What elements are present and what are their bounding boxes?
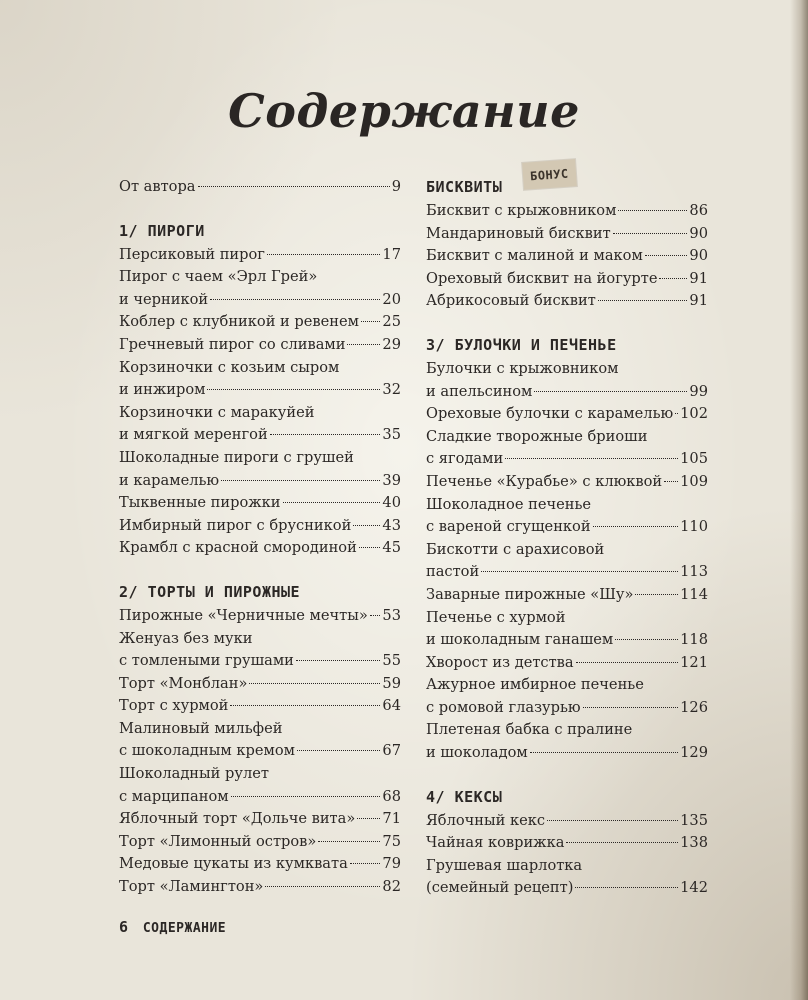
- toc-entry-line: [119, 515, 401, 538]
- toc-entry-title: с ягодами: [426, 450, 504, 468]
- toc-entry-page: 71: [382, 810, 401, 828]
- toc-entry[interactable]: [119, 695, 401, 718]
- toc-entry-line: [426, 561, 708, 584]
- toc-entry-title: и шоколадным ганашем: [426, 631, 614, 649]
- dot-leader: [618, 210, 687, 211]
- section-heading: 1/ ПИРОГИ: [119, 221, 205, 240]
- toc-entry-title: Пирог с чаем «Эрл Грей»: [119, 268, 318, 286]
- toc-entry[interactable]: [426, 426, 708, 471]
- toc-entry[interactable]: [119, 831, 401, 854]
- toc-entry-page: 39: [382, 471, 401, 489]
- toc-entry-line: [119, 808, 401, 831]
- dot-leader: [357, 818, 380, 819]
- toc-entry-title: Булочки с крыжовником: [426, 359, 619, 377]
- toc-entry-line: [119, 740, 401, 763]
- toc-entry-page: 109: [680, 472, 708, 490]
- toc-entry[interactable]: [426, 810, 708, 833]
- dot-leader: [583, 707, 679, 708]
- toc-entry-title: Заварные пирожные «Шу»: [426, 585, 634, 603]
- section-gap: [119, 199, 401, 220]
- toc-entry[interactable]: [119, 334, 401, 357]
- toc-entry-line: [119, 402, 401, 425]
- toc-entry-page: 126: [680, 698, 708, 716]
- toc-entry-title: Торт «Монблан»: [119, 674, 248, 692]
- toc-entry-page: 17: [382, 245, 401, 263]
- toc-entry-page: 68: [382, 787, 401, 805]
- toc-entry-line: [119, 537, 401, 560]
- dot-leader: [615, 639, 678, 640]
- toc-entry-title: Торт «Лимонный остров»: [119, 832, 317, 850]
- dot-leader: [353, 525, 380, 526]
- toc-entry-title: Плетеная бабка с пралине: [426, 721, 633, 739]
- toc-entry-title: Корзиночки с козьим сыром: [119, 358, 340, 376]
- toc-entry-title: и шоколадом: [426, 744, 528, 762]
- toc-entry-title: и черникой: [119, 290, 209, 308]
- toc-entry-title: Печенье «Курабье» с клюквой: [426, 472, 663, 490]
- dot-leader: [530, 752, 678, 753]
- toc-entry[interactable]: [119, 537, 401, 560]
- toc-entry[interactable]: [119, 244, 401, 267]
- toc-entry-line: [119, 357, 401, 380]
- dot-leader: [265, 886, 380, 887]
- toc-entry-page: 59: [382, 674, 401, 692]
- toc-entry-page: 113: [680, 563, 708, 581]
- dot-leader: [361, 321, 380, 322]
- toc-entry-title: Бисквит с крыжовником: [426, 202, 617, 219]
- section-heading-text: БИСКВИТЫ: [426, 178, 503, 196]
- toc-entry[interactable]: [119, 763, 401, 808]
- dot-leader: [230, 705, 380, 706]
- toc-entry-title: Медовые цукаты из кумквата: [119, 855, 348, 873]
- page-footer: [119, 918, 226, 936]
- toc-entry-line: [426, 448, 708, 471]
- toc-entry-page: 75: [382, 832, 401, 850]
- toc-right-column: [426, 166, 708, 900]
- toc-entry-title: Ореховые булочки с карамелью: [426, 405, 674, 423]
- toc-entry-line: [119, 831, 401, 854]
- toc-entry-page: 102: [680, 405, 708, 423]
- dot-leader: [534, 391, 687, 392]
- toc-entry-title: Шоколадные пироги с грушей: [119, 448, 354, 466]
- dot-leader: [267, 254, 380, 255]
- toc-entry-line: [119, 334, 401, 357]
- toc-entry-page: 114: [680, 585, 708, 603]
- toc-entry-line: [426, 742, 708, 765]
- toc-entry[interactable]: [426, 290, 708, 313]
- toc-entry-page: 110: [680, 518, 708, 536]
- section-heading: [426, 786, 708, 808]
- toc-entry-line: [119, 244, 401, 267]
- toc-entry-line: [119, 447, 401, 470]
- toc-entry[interactable]: [426, 832, 708, 855]
- footer-label: СОДЕРЖАНИЕ: [142, 921, 227, 936]
- toc-entry-title: Бисквит с малиной и маком: [426, 247, 643, 265]
- section-heading-text: 3/ БУЛОЧКИ И ПЕЧЕНЬЕ: [426, 335, 617, 354]
- toc-entry[interactable]: [426, 674, 708, 719]
- toc-entry[interactable]: [426, 584, 708, 607]
- dot-leader: [297, 750, 380, 751]
- toc-entry-line: [426, 539, 708, 562]
- toc-entry-title: Абрикосовый бисквит: [426, 292, 596, 310]
- toc-entry[interactable]: [119, 447, 401, 492]
- dot-leader: [270, 434, 381, 435]
- toc-entry[interactable]: [119, 876, 401, 899]
- toc-entry-line: [119, 853, 401, 876]
- toc-entry-title: с вареной сгущенкой: [426, 518, 591, 536]
- toc-entry-title: Печенье с хурмой: [426, 608, 566, 626]
- toc-entry[interactable]: [426, 358, 708, 403]
- toc-entry-line: [426, 245, 708, 268]
- toc-entry-title: Мандариновый бисквит: [426, 224, 611, 242]
- dot-leader: [370, 615, 381, 616]
- toc-entry[interactable]: [119, 492, 401, 515]
- section-heading: [426, 166, 708, 198]
- toc-entry-line: [119, 876, 401, 899]
- toc-entry-title: с шоколадным кремом: [119, 742, 295, 760]
- toc-entry-line: [119, 673, 401, 696]
- page-title: Содержание: [228, 84, 580, 138]
- dot-leader: [576, 662, 679, 663]
- toc-entry-line: [119, 718, 401, 741]
- toc-entry-title: Шоколадное печенье: [426, 495, 592, 513]
- toc-entry-line: [426, 652, 708, 675]
- toc-entry-line: [426, 810, 708, 833]
- toc-entry[interactable]: [426, 607, 708, 652]
- toc-entry[interactable]: [426, 223, 708, 246]
- toc-entry[interactable]: [426, 268, 708, 291]
- toc-entry[interactable]: [426, 403, 708, 426]
- toc-entry-page: 121: [680, 653, 708, 671]
- toc-entry-line: [119, 176, 401, 199]
- section-gap: [119, 560, 401, 581]
- toc-entry-line: [119, 763, 401, 786]
- toc-entry-title: Корзиночки с маракуйей: [119, 403, 315, 421]
- toc-entry[interactable]: [119, 515, 401, 538]
- toc-entry-title: (семейный рецепт): [426, 879, 574, 897]
- toc-entry-page: 142: [680, 879, 708, 897]
- toc-entry[interactable]: [426, 539, 708, 584]
- dot-leader: [575, 887, 678, 888]
- toc-entry-line: [426, 381, 708, 404]
- toc-entry[interactable]: [119, 311, 401, 334]
- toc-entry-title: и мягкой меренгой: [119, 426, 268, 444]
- toc-entry-title: Яблочный кекс: [426, 811, 546, 829]
- toc-entry-title: Малиновый мильфей: [119, 719, 283, 737]
- toc-entry[interactable]: [119, 605, 401, 628]
- toc-entry[interactable]: [119, 266, 401, 311]
- toc-entry-page: 64: [382, 697, 401, 715]
- dot-leader: [645, 255, 688, 256]
- dot-leader: [347, 344, 380, 345]
- toc-entry-page: 9: [391, 178, 401, 195]
- dot-leader: [350, 863, 381, 864]
- toc-entry[interactable]: [426, 494, 708, 539]
- dot-leader: [593, 526, 679, 527]
- toc-entry-page: 90: [689, 224, 708, 242]
- toc-entry-title: с ромовой глазурью: [426, 698, 581, 716]
- toc-entry-line: [119, 605, 401, 628]
- toc-entry-title: Персиковый пирог: [119, 245, 265, 263]
- toc-entry-page: 135: [680, 811, 708, 829]
- toc-entry-page: 20: [382, 290, 401, 308]
- toc-entry-line: [426, 629, 708, 652]
- toc-entry[interactable]: [119, 357, 401, 402]
- toc-entry-line: [119, 289, 401, 312]
- toc-entry-title: и карамелью: [119, 471, 220, 489]
- toc-entry-line: [426, 607, 708, 630]
- toc-entry-line: [119, 650, 401, 673]
- toc-entry-title: Бискотти с арахисовой: [426, 540, 605, 558]
- toc-entry-title: Гречневый пирог со сливами: [119, 335, 346, 353]
- dot-leader: [207, 389, 380, 390]
- toc-entry-title: Имбирный пирог с брусникой: [119, 516, 352, 534]
- toc-entry-title: Ореховый бисквит на йогурте: [426, 269, 658, 287]
- toc-entry-line: [426, 471, 708, 494]
- dot-leader: [547, 820, 678, 821]
- dot-leader: [635, 594, 678, 595]
- toc-entry[interactable]: [119, 808, 401, 831]
- toc-entry-title: Грушевая шарлотка: [426, 856, 583, 874]
- toc-entry-page: 43: [382, 516, 401, 534]
- toc-entry[interactable]: [426, 652, 708, 675]
- toc-entry-title: Крамбл с красной смородиной: [119, 539, 357, 557]
- dot-leader: [296, 660, 381, 661]
- toc-entry[interactable]: [119, 402, 401, 447]
- dot-leader: [210, 299, 380, 300]
- toc-entry-line: [426, 855, 708, 878]
- dot-leader: [598, 300, 688, 301]
- toc-entry-line: [119, 424, 401, 447]
- toc-entry-title: Торт с хурмой: [119, 697, 229, 715]
- dot-leader: [613, 233, 688, 234]
- toc-entry-title: Женуаз без муки: [119, 629, 253, 647]
- toc-entry-title: и апельсином: [426, 382, 533, 400]
- toc-entry-line: [426, 516, 708, 539]
- toc-entry-page: 138: [680, 834, 708, 852]
- toc-entry-line: [426, 832, 708, 855]
- toc-entry-line: [426, 268, 708, 291]
- dot-leader: [231, 796, 381, 797]
- toc-entry-line: [119, 470, 401, 493]
- dot-leader: [249, 683, 380, 684]
- dot-leader: [664, 481, 678, 482]
- toc-entry-line: [119, 628, 401, 651]
- toc-entry-line: [426, 290, 708, 313]
- section-heading: 2/ ТОРТЫ И ПИРОЖНЫЕ: [119, 582, 301, 601]
- toc-entry-line: [426, 584, 708, 607]
- toc-entry-page: 55: [382, 652, 401, 670]
- toc-entry[interactable]: [426, 245, 708, 268]
- toc-entry-title: Торт «Ламингтон»: [119, 878, 264, 896]
- toc-entry-title: Тыквенные пирожки: [119, 494, 281, 512]
- toc-entry-line: [119, 786, 401, 809]
- toc-entry-line: [426, 494, 708, 517]
- toc-entry-page: 79: [382, 855, 401, 873]
- toc-entry-page: 86: [689, 202, 708, 219]
- toc-entry-title: Сладкие творожные бриоши: [426, 427, 648, 445]
- toc-entry-title: Пирожные «Черничные мечты»: [119, 606, 368, 624]
- toc-entry-title: с марципаном: [119, 787, 229, 805]
- toc-entry-title: пастой: [426, 563, 480, 581]
- section-gap: [426, 765, 708, 786]
- toc-entry-title: и инжиром: [119, 381, 206, 399]
- dot-leader: [675, 413, 678, 414]
- toc-entry-line: [426, 223, 708, 246]
- toc-entry[interactable]: [119, 673, 401, 696]
- section-heading: [426, 334, 708, 356]
- toc-entry-line: [426, 877, 708, 900]
- dot-leader: [198, 186, 390, 187]
- dot-leader: [221, 480, 380, 481]
- toc-entry-page: 91: [689, 292, 708, 310]
- toc-left-column: [119, 176, 401, 899]
- dot-leader: [318, 841, 380, 842]
- toc-entry-line: [426, 697, 708, 720]
- toc-entry-title: От автора: [119, 178, 196, 195]
- toc-entry-page: 67: [382, 742, 401, 760]
- toc-entry[interactable]: [119, 718, 401, 763]
- dot-leader: [659, 278, 687, 279]
- toc-entry-title: с томлеными грушами: [119, 652, 294, 670]
- toc-entry-line: [119, 695, 401, 718]
- toc-entry-page: 82: [382, 878, 401, 896]
- toc-entry-page: 91: [689, 269, 708, 287]
- toc-entry[interactable]: [119, 628, 401, 673]
- footer-page-number: 6: [119, 918, 129, 936]
- toc-entry-page: 99: [689, 382, 708, 400]
- toc-entry-title: Коблер с клубникой и ревенем: [119, 313, 359, 331]
- toc-entry-line: [426, 426, 708, 449]
- toc-entry-line: [119, 311, 401, 334]
- toc-entry-page: 105: [680, 450, 708, 468]
- toc-entry-page: 32: [382, 381, 401, 399]
- toc-entry[interactable]: [426, 200, 708, 223]
- toc-entry-title: Чайная коврижка: [426, 834, 565, 852]
- toc-entry-page: 35: [382, 426, 401, 444]
- toc-entry-page: 45: [382, 539, 401, 557]
- toc-entry-line: [426, 358, 708, 381]
- toc-entry[interactable]: [426, 855, 708, 900]
- section-gap: [426, 313, 708, 334]
- toc-entry-line: [119, 379, 401, 402]
- dot-leader: [505, 458, 678, 459]
- toc-entry-page: 53: [382, 606, 401, 624]
- toc-entry-title: Шоколадный рулет: [119, 765, 269, 783]
- toc-entry-title: Яблочный торт «Дольче вита»: [119, 810, 356, 828]
- toc-entry-line: [119, 492, 401, 515]
- toc-entry-page: 129: [680, 744, 708, 762]
- section-heading-text: 4/ КЕКСЫ: [426, 787, 503, 806]
- toc-entry-title: Ажурное имбирное печенье: [426, 676, 644, 694]
- bonus-badge: БОНУС: [522, 159, 576, 190]
- toc-entry[interactable]: [426, 719, 708, 764]
- dot-leader: [566, 842, 678, 843]
- toc-entry-page: 90: [689, 247, 708, 265]
- dot-leader: [359, 547, 381, 548]
- toc-entry-line: [426, 719, 708, 742]
- dot-leader: [283, 502, 381, 503]
- toc-entry-page: 40: [382, 494, 401, 512]
- dot-leader: [481, 571, 678, 572]
- toc-entry-line: [119, 266, 401, 289]
- toc-entry[interactable]: [426, 471, 708, 494]
- page-edge-shadow: [790, 0, 808, 1000]
- toc-entry-page: 25: [382, 313, 401, 331]
- toc-entry-line: [426, 674, 708, 697]
- toc-entry[interactable]: [119, 853, 401, 876]
- toc-entry-page: 29: [382, 335, 401, 353]
- toc-entry-page: 118: [680, 631, 708, 649]
- toc-entry-line: [426, 403, 708, 426]
- toc-entry-line: [426, 200, 708, 223]
- toc-entry-title: Хворост из детства: [426, 653, 574, 671]
